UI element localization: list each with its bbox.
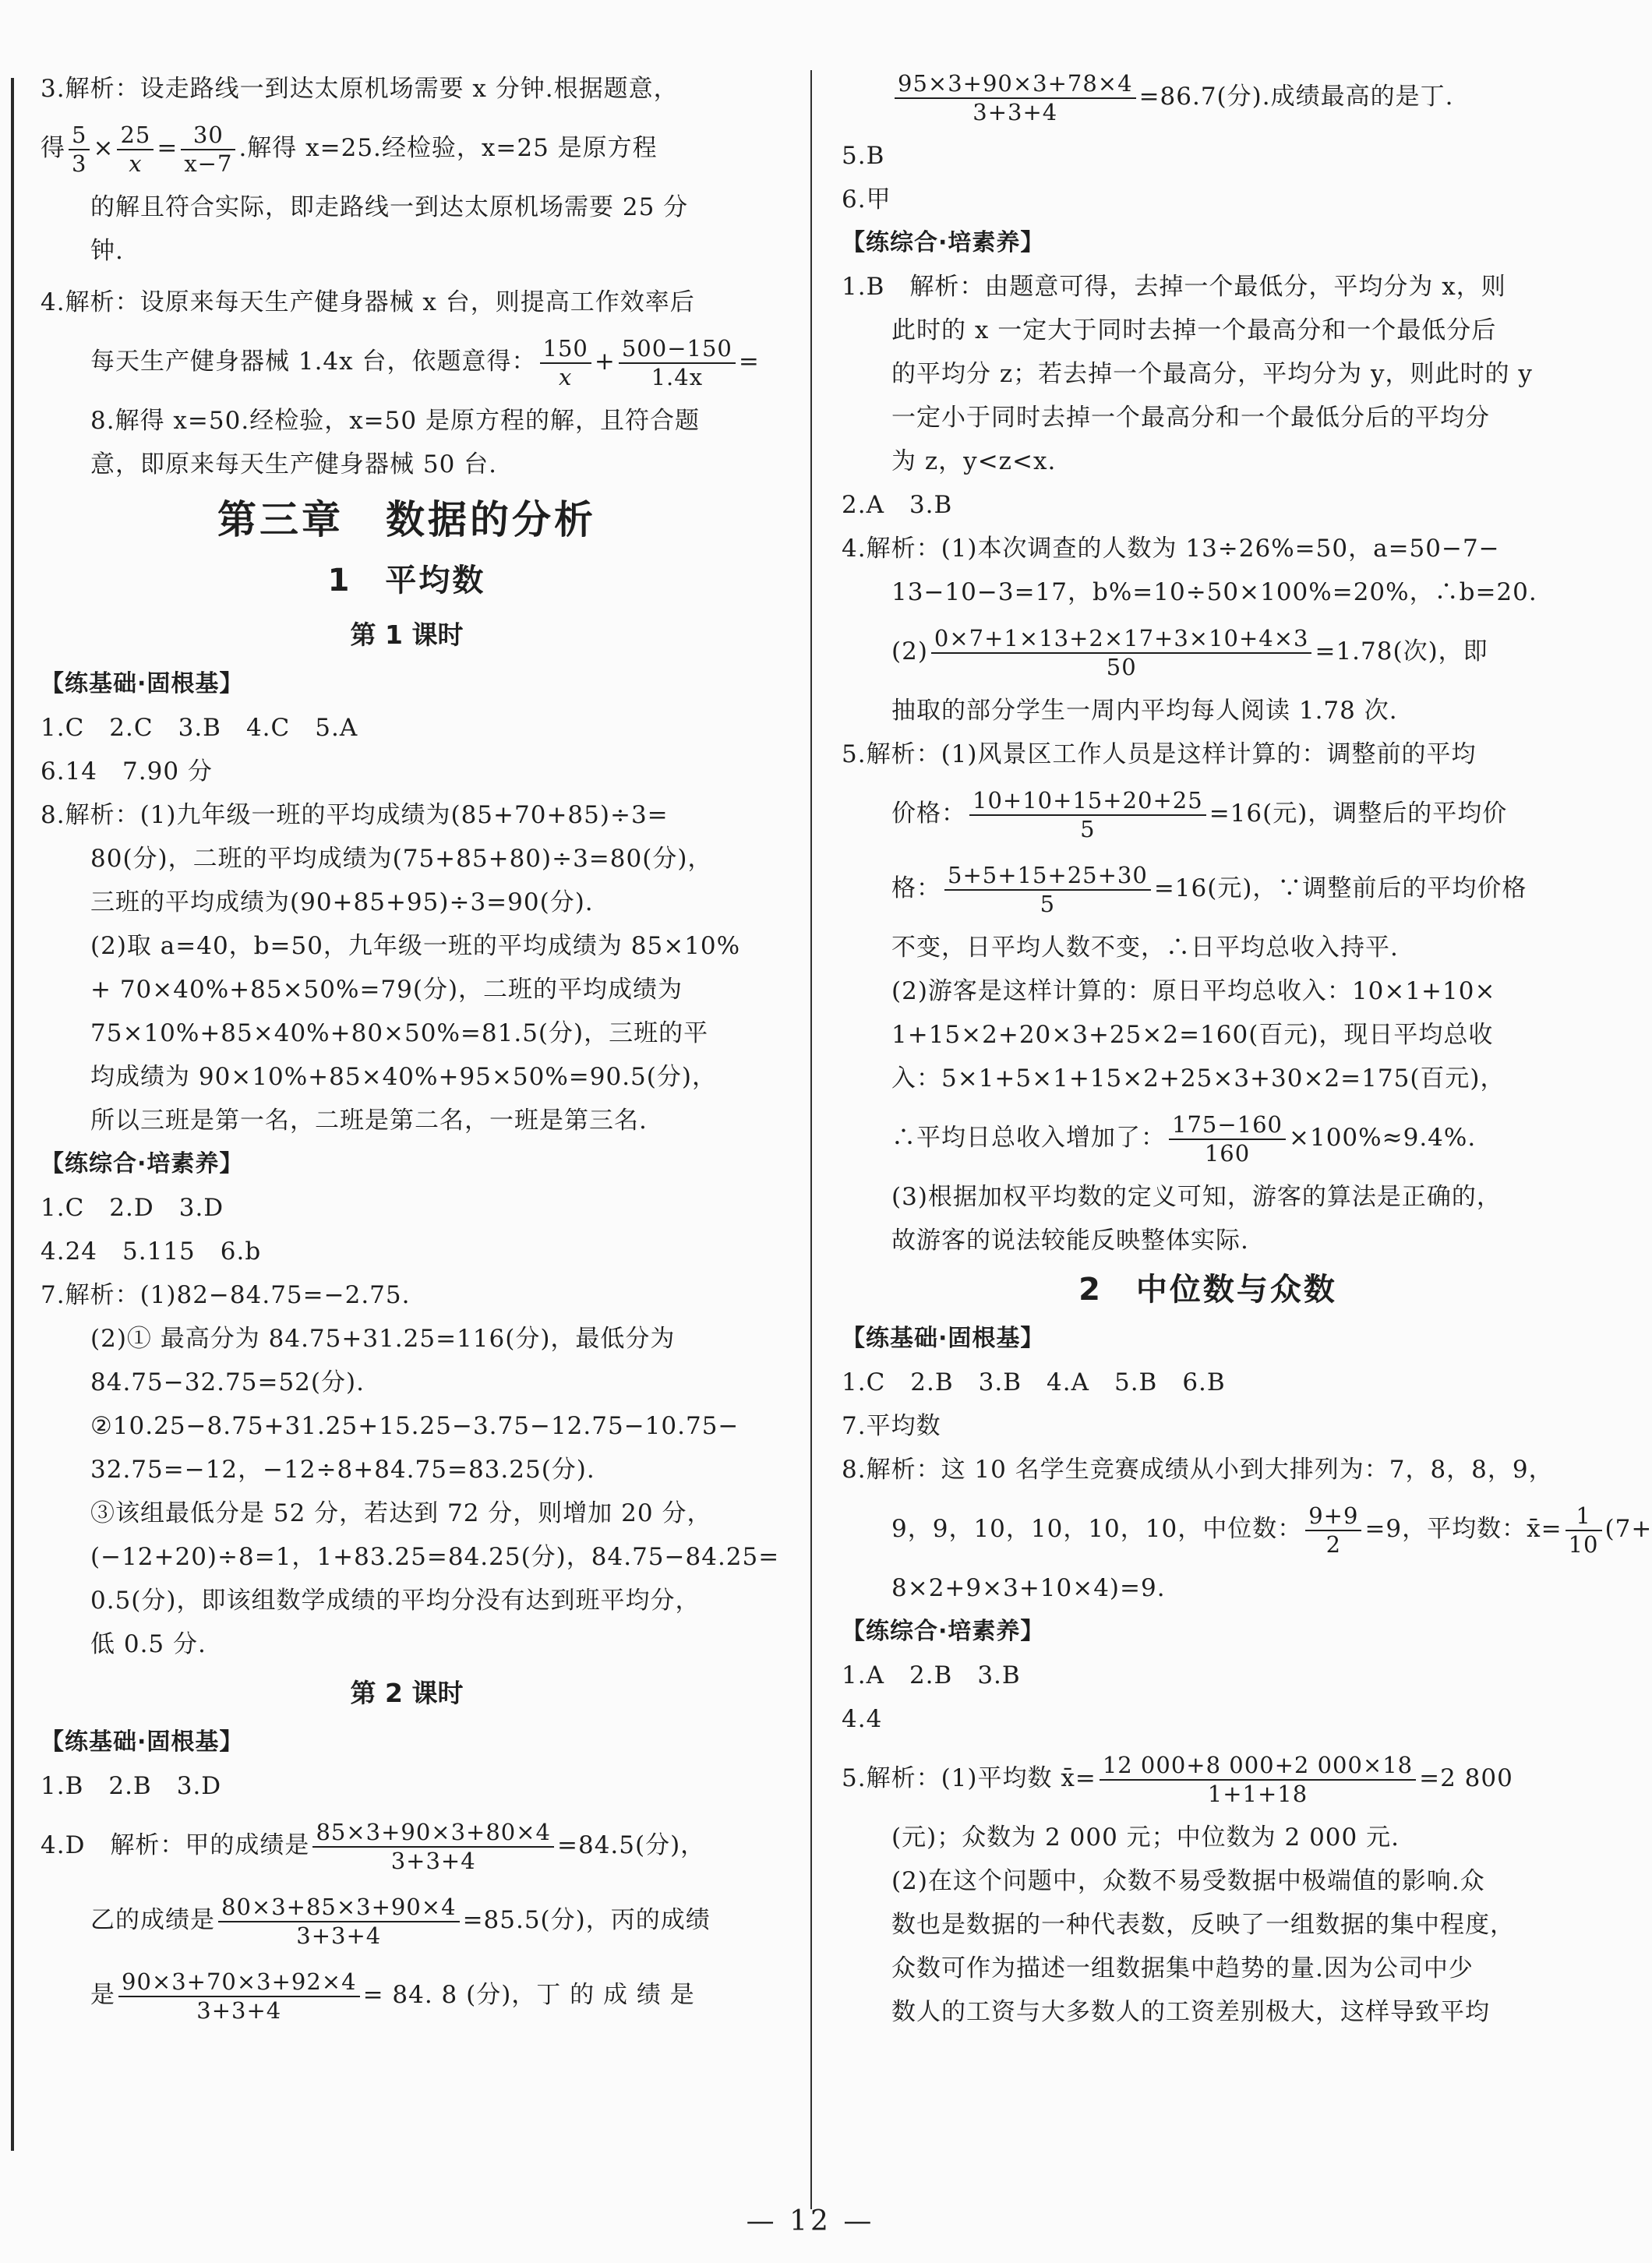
denominator: 50 [1106,653,1137,680]
denominator: 3+3+4 [972,98,1058,125]
answer-line: 1.C 2.B 3.B 4.A 5.B 6.B [842,1368,1226,1396]
denominator: x [559,363,573,390]
exercise-header: 【练基础·固根基】 [41,670,244,697]
answer-8-line: 75×10%+85×40%+80×50%=81.5(分)，三班的平 [90,1019,709,1047]
numerator: 9+9 [1305,1502,1361,1531]
answer-4-line-3: 8.解得 x=50.经检验，x=50 是原方程的解，且符合题 [90,407,700,435]
text: 9，9，10，10，10，10，中位数： [891,1515,1303,1543]
denominator: 160 [1204,1139,1251,1167]
denominator: 5 [1080,815,1096,842]
answer-1-line: 一定小于同时去掉一个最高分和一个最低分后的平均分 [891,404,1490,432]
fraction [117,122,154,178]
answer-line: 7.平均数 [842,1412,941,1440]
answer-7-line: (−12+20)÷8=1，1+83.25=84.25(分)，84.75−84.25= [90,1543,780,1571]
numerator: 30 [181,122,235,150]
numerator: 5+5+15+25+30 [944,862,1151,891]
answer-1-line: 此时的 x 一定大于同时去掉一个最高分和一个最低分后 [891,316,1497,344]
answer-line: 6.甲 [842,185,891,214]
denominator: 3+3+4 [296,1922,382,1949]
fraction [540,335,591,391]
exercise-header: 【练基础·固根基】 [842,1325,1045,1352]
text: =2 800 [1419,1764,1513,1792]
answer-5-line [842,776,1574,851]
answer-8-line [842,1492,1652,1566]
chapter-title: 第三章 数据的分析 [217,497,596,542]
text: 4.D 解析：甲的成绩是 [41,1831,310,1859]
answer-5-line [842,1100,1574,1175]
answer-7-line: 84.75−32.75=52(分). [90,1368,365,1396]
fraction [69,122,90,178]
page-number [0,2205,1621,2237]
fraction [181,122,235,178]
answer-4-line [41,1883,773,1958]
fraction [1305,1502,1361,1559]
answer-line: 5.B [842,142,885,170]
answer-4-line-2 [41,324,773,399]
answer-5-line [842,851,1574,926]
answer-4-line [41,1808,773,1883]
denominator: 2 [1325,1530,1342,1558]
answer-7-line: 32.75=−12，−12÷8+84.75=83.25(分). [90,1456,595,1484]
answer-1-line: 的平均分 z；若去掉一个最高分，平均分为 y，则此时的 y [891,360,1533,388]
answer-5-line: (3)根据加权平均数的定义可知，游客的算法是正确的， [891,1183,1502,1211]
operator: × [93,134,115,162]
answer-4-line-1: 4.解析：设原来每天生产健身器械 x 台，则提高工作效率后 [41,288,695,316]
answer-7-line: 0.5(分)，即该组数学成绩的平均分没有达到班平均分， [90,1587,701,1615]
answer-5-line: 1+15×2+20×3+25×2=160(百元)，现日平均总收 [891,1021,1494,1049]
text: =1.78(次)，即 [1315,637,1488,665]
text: ×100%≈9.4%. [1289,1124,1477,1152]
text: =85.5(分)，丙的成绩 [462,1906,711,1934]
text: 是 [90,1981,115,2009]
denominator: 3 [72,150,87,177]
answer-8-line: 8.解析：(1)九年级一班的平均成绩为(85+70+85)÷3= [41,801,669,829]
answer-line: 1.A 2.B 3.B [842,1661,1021,1689]
fraction [1566,1502,1602,1559]
numerator: 5 [69,122,90,150]
answer-1-line: 1.B 解析：由题意可得，去掉一个最低分，平均分为 x，则 [842,273,1506,301]
numerator: 12 000+8 000+2 000×18 [1100,1752,1416,1781]
answer-7-line: ③该组最低分是 52 分，若达到 72 分，则增加 20 分， [90,1499,712,1527]
denominator: 1+1+18 [1207,1780,1308,1807]
text: 价格： [891,800,966,828]
section-title: 1 平均数 [327,563,486,598]
exercise-header: 【练基础·固根基】 [41,1728,244,1756]
numerator: 10+10+15+20+25 [969,787,1206,816]
answer-8-line: (2)取 a=40，b=50，九年级一班的平均成绩为 85×10% [90,932,741,960]
fraction [619,335,736,391]
denominator: x−7 [184,150,233,177]
answer-5b-line: 数也是数据的一种代表数，反映了一组数据的集中程度， [891,1911,1515,1939]
text: (7+ [1604,1515,1652,1543]
answer-4-continued [842,59,1574,134]
left-margin-rule [11,78,14,2151]
fraction [969,787,1206,843]
answer-3-line-3: 的解且符合实际，即走路线一到达太原机场需要 25 分 [90,193,689,221]
answer-7-line: 7.解析：(1)82−84.75=−2.75. [41,1281,411,1309]
text: =16(元)，∵调整前后的平均价格 [1153,874,1527,902]
answer-line: 2.A 3.B [842,491,953,519]
denominator: 10 [1568,1530,1599,1558]
column-divider [810,70,812,2209]
section-title: 2 中位数与众数 [1078,1272,1337,1308]
text: ∴平均日总收入增加了： [891,1124,1166,1152]
answer-3-line-2 [41,111,773,185]
page-number-text: — 12 — [746,2205,875,2237]
exercise-header: 【练综合·培素养】 [41,1150,244,1177]
numerator: 0×7+1×13+2×17+3×10+4×3 [931,625,1312,654]
text: .解得 x=25.经检验，x=25 是原方程 [238,134,658,162]
fraction [1100,1752,1416,1808]
answer-4-line [842,614,1574,689]
text: =84.5(分)， [557,1831,706,1859]
text: 得 [41,134,65,162]
answer-4-line: 13−10−3=17，b%=10÷50×100%=20%，∴b=20. [891,578,1537,606]
answer-line: 1.C 2.D 3.D [41,1194,224,1222]
answer-7-line: 低 0.5 分. [90,1630,206,1658]
answer-8-line: + 70×40%+85×50%=79(分)，二班的平均成绩为 [90,976,683,1004]
answer-8-line: 8.解析：这 10 名学生竞赛成绩从小到大排列为：7，8，8，9， [842,1456,1554,1484]
right-column [842,59,1652,2034]
fraction [218,1894,460,1950]
answer-4-line: 4.解析：(1)本次调查的人数为 13÷26%=50，a=50−7− [842,535,1500,563]
left-column [41,67,780,2032]
exercise-header: 【练综合·培素养】 [842,1618,1045,1645]
fraction [931,625,1312,681]
numerator: 95×3+90×3+78×4 [895,70,1136,99]
answer-3-line-4: 钟. [90,237,124,265]
answer-1-line: 为 z，y<z<x. [891,447,1057,475]
text: 每天生产健身器械 1.4x 台，依题意得： [90,348,537,376]
text: =16(元)，调整后的平均价 [1209,800,1508,828]
answer-5-line: 不变，日平均人数不变，∴日平均总收入持平. [891,934,1399,962]
text: = 84. 8 (分)，丁 的 成 绩 是 [362,1981,695,2009]
answer-5-line: 5.解析：(1)风景区工作人员是这样计算的：调整前的平均 [842,740,1477,768]
lesson-title: 第 1 课时 [350,620,464,650]
numerator: 90×3+70×3+92×4 [118,1968,360,1997]
numerator: 85×3+90×3+80×4 [312,1819,554,1848]
answer-5-line: 故游客的说法较能反映整体实际. [891,1227,1249,1255]
answer-7-line: ②10.25−8.75+31.25+15.25−3.75−12.75−10.75− [90,1412,740,1440]
operator: + [594,348,616,376]
answer-5b-line: 众数可作为描述一组数据集中趋势的量.因为公司中少 [891,1954,1474,1982]
answer-8-line: 80(分)，二班的平均成绩为(75+85+80)÷3=80(分)， [90,845,713,873]
answer-8-line: 三班的平均成绩为(90+85+95)÷3=90(分). [90,888,594,916]
answer-3-line-1: 3.解析：设走路线一到达太原机场需要 x 分钟.根据题意， [41,75,679,103]
denominator: 3+3+4 [196,1996,282,2024]
fraction [944,862,1151,918]
numerator: 25 [117,122,154,150]
text: (2) [891,637,928,665]
text: 乙的成绩是 [90,1906,215,1934]
answer-line: 4.24 5.115 6.b [41,1237,262,1266]
answer-line: 4.4 [842,1705,883,1733]
answer-line: 1.B 2.B 3.D [41,1772,222,1800]
answer-7-line: (2)① 最高分为 84.75+31.25=116(分)，最低分为 [90,1325,676,1353]
text: 5.解析：(1)平均数 x̄= [842,1764,1096,1792]
numerator: 1 [1566,1502,1602,1531]
answer-line: 6.14 7.90 分 [41,757,213,786]
text: =9，平均数：x̄= [1364,1515,1562,1543]
fraction [312,1819,554,1875]
answer-4-line: 抽取的部分学生一周内平均每人阅读 1.78 次. [891,697,1398,725]
denominator: x [129,150,143,177]
operator: = [157,134,178,162]
numerator: 175−160 [1169,1111,1286,1140]
fraction [895,70,1136,126]
numerator: 80×3+85×3+90×4 [218,1894,460,1922]
answer-5-line: 入：5×1+5×1+15×2+25×3+30×2=175(百元)， [891,1064,1506,1093]
denominator: 3+3+4 [390,1847,476,1874]
answer-8-line: 8×2+9×3+10×4)=9. [891,1574,1166,1602]
lesson-title: 第 2 课时 [350,1678,464,1708]
denominator: 1.4x [651,363,704,390]
answer-4-line [41,1958,773,2032]
answer-5b-line: (2)在这个问题中，众数不易受数据中极端值的影响.众 [891,1867,1485,1895]
denominator: 5 [1040,890,1056,917]
answer-5-line: (2)游客是这样计算的：原日平均总收入：10×1+10× [891,977,1496,1005]
answer-line: 1.C 2.C 3.B 4.C 5.A [41,714,358,742]
operator: = [738,348,760,376]
answer-8-line: 均成绩为 90×10%+85×40%+95×50%=90.5(分)， [90,1063,717,1091]
fraction [118,1968,360,2025]
text: 格： [891,874,941,902]
text: =86.7(分).成绩最高的是丁. [1138,83,1454,111]
numerator: 500−150 [619,335,736,364]
numerator: 150 [540,335,591,364]
exercise-header: 【练综合·培素养】 [842,229,1045,256]
answer-8-line: 所以三班是第一名，二班是第二名，一班是第三名. [90,1107,648,1135]
answer-4-line-4: 意，即原来每天生产健身器械 50 台. [90,450,498,478]
fraction [1169,1111,1286,1167]
answer-5b-line: (元)；众数为 2 000 元；中位数为 2 000 元. [891,1823,1400,1852]
answer-5b-line [842,1741,1574,1816]
answer-5b-line: 数人的工资与大多数人的工资差别极大，这样导致平均 [891,1998,1490,2026]
